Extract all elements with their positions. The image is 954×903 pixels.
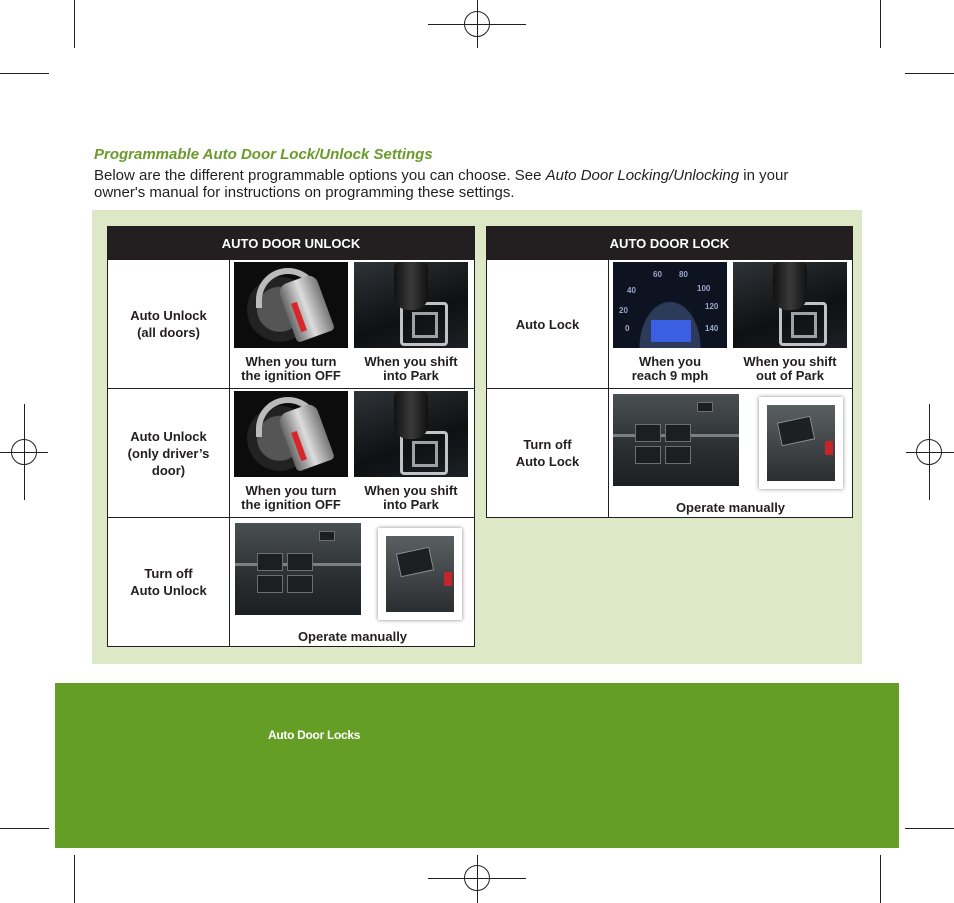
manual-reference: Auto Door Locking/Unlocking bbox=[545, 167, 740, 184]
caption: When you turn the ignition OFF bbox=[241, 354, 341, 383]
intro-text-after: in your owner's manual for instructions on programming these settings. bbox=[94, 167, 789, 201]
auto-unlock-table bbox=[107, 226, 475, 647]
crop-mark bbox=[905, 828, 954, 829]
crop-mark bbox=[880, 0, 881, 48]
door-lock-switch-icon bbox=[235, 523, 361, 615]
auto-lock-switch-closeup bbox=[759, 397, 843, 489]
row-label: Auto Lock bbox=[487, 260, 609, 389]
auto-lock-table bbox=[486, 226, 853, 518]
caption: When you shift into Park bbox=[364, 354, 458, 383]
row-label: Auto Unlock (only driver’s door) bbox=[108, 389, 230, 518]
crop-mark bbox=[0, 828, 49, 829]
table-row bbox=[108, 260, 475, 389]
table-row bbox=[487, 260, 853, 389]
caption: Operate manually bbox=[297, 629, 408, 644]
crop-mark bbox=[0, 73, 49, 74]
caption: When you shift into Park bbox=[364, 483, 458, 512]
auto-unlock-header: AUTO DOOR UNLOCK bbox=[108, 227, 475, 260]
crop-mark bbox=[905, 73, 954, 74]
table-row bbox=[108, 518, 475, 647]
section-heading: Programmable Auto Door Lock/Unlock Settings bbox=[94, 146, 433, 163]
table-row bbox=[108, 389, 475, 518]
auto-lock-switch-closeup bbox=[378, 528, 462, 620]
caption: Operate manually bbox=[675, 500, 786, 515]
ignition-key-icon bbox=[234, 391, 348, 477]
intro-text-before: Below are the different programmable options you can choose. See bbox=[94, 167, 546, 184]
table-row bbox=[487, 389, 853, 518]
gear-shifter-icon bbox=[733, 262, 847, 348]
door-lock-switch-icon bbox=[613, 394, 739, 486]
caption: When you turn the ignition OFF bbox=[241, 483, 341, 512]
footer-label: Auto Door Locks bbox=[268, 728, 361, 742]
crop-mark bbox=[74, 855, 75, 903]
crop-mark bbox=[74, 0, 75, 48]
row-label: Auto Unlock (all doors) bbox=[108, 260, 230, 389]
gear-shifter-icon bbox=[354, 391, 468, 477]
intro-paragraph bbox=[94, 167, 834, 201]
ignition-key-icon bbox=[234, 262, 348, 348]
auto-lock-header: AUTO DOOR LOCK bbox=[487, 227, 853, 260]
footer-banner bbox=[55, 683, 899, 848]
crop-mark bbox=[880, 855, 881, 903]
speedometer-icon: 40 60 80 100 120 20 0 140 bbox=[613, 262, 727, 348]
row-label: Turn off Auto Unlock bbox=[108, 518, 230, 647]
caption: When you reach 9 mph bbox=[631, 354, 709, 383]
row-label: Turn off Auto Lock bbox=[487, 389, 609, 518]
caption: When you shift out of Park bbox=[743, 354, 837, 383]
gear-shifter-icon bbox=[354, 262, 468, 348]
